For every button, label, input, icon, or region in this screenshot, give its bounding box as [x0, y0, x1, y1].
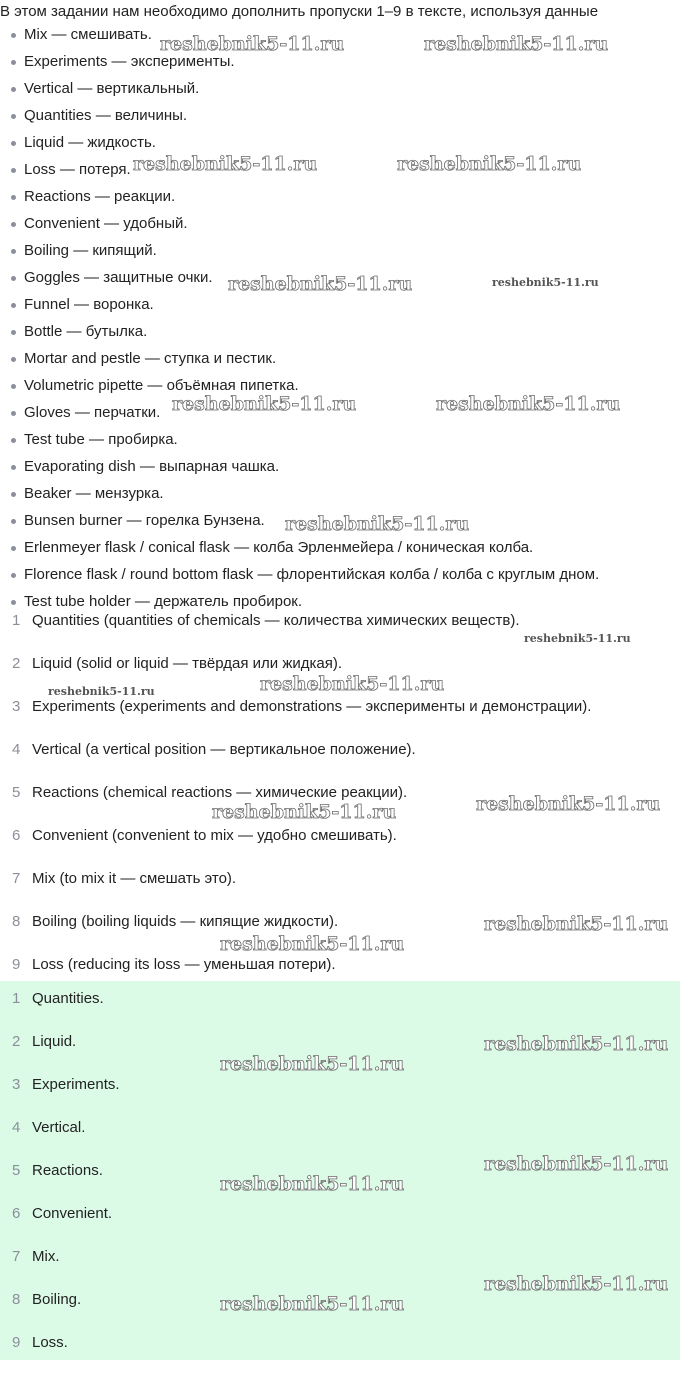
answer-number: 6 [12, 1205, 21, 1222]
answer-text: Quantities (quantities of chemicals — количества химических веществ). [32, 612, 520, 629]
answer-text: Reactions. [32, 1162, 103, 1179]
watermark: reshebnik5-11.ru [524, 632, 631, 645]
vocabulary-item [0, 214, 680, 241]
bullet-icon [11, 384, 16, 389]
watermark: reshebnik5-11.ru [228, 273, 413, 295]
vocabulary-item [0, 349, 680, 376]
answer-text: Reactions (chemical reactions — химические реакции). [32, 784, 408, 801]
answer-number: 5 [12, 1162, 21, 1179]
answer-number: 6 [12, 827, 21, 844]
vocabulary-item [0, 25, 680, 52]
watermark: reshebnik5-11.ru [172, 393, 357, 415]
answer-text: Loss (reducing its loss — уменьшая потери). [32, 956, 336, 973]
vocabulary-item [0, 268, 680, 295]
vocabulary-text: Convenient — удобный. [24, 215, 188, 232]
vocabulary-text: Bottle — бутылка. [24, 323, 148, 340]
answer-item [0, 1032, 680, 1075]
bullet-icon [11, 546, 16, 551]
answer-item [0, 989, 680, 1032]
answer-number: 7 [12, 1248, 21, 1265]
intro-text: В этом задании нам необходимо дополнить пропуски 1–9 в тексте, используя данные [0, 3, 599, 20]
watermark: reshebnik5-11.ru [160, 33, 345, 55]
vocabulary-item [0, 538, 680, 565]
answer-number: 2 [12, 655, 21, 672]
vocabulary-text: Quantities — величины. [24, 107, 188, 124]
vocabulary-text: Loss — потеря. [24, 161, 131, 178]
answer-text: Experiments. [32, 1076, 120, 1093]
bullet-icon [11, 276, 16, 281]
vocabulary-text: Florence flask / round bottom flask — флорентийская колба / колба с круглым дном. [24, 566, 600, 583]
bullet-icon [11, 600, 16, 605]
bullet-icon [11, 438, 16, 443]
watermark: reshebnik5-11.ru [48, 685, 155, 698]
vocabulary-text: Mix — смешивать. [24, 26, 152, 43]
vocabulary-text: Evaporating dish — выпарная чашка. [24, 458, 280, 475]
answer-item [0, 1118, 680, 1161]
vocabulary-item [0, 376, 680, 403]
bullet-icon [11, 411, 16, 416]
answer-text: Mix. [32, 1248, 60, 1265]
watermark: reshebnik5-11.ru [397, 153, 582, 175]
bullet-icon [11, 168, 16, 173]
watermark: reshebnik5-11.ru [220, 933, 405, 955]
vocabulary-item [0, 241, 680, 268]
watermark: reshebnik5-11.ru [484, 1153, 669, 1175]
answer-text: Convenient. [32, 1205, 113, 1222]
bullet-icon [11, 60, 16, 65]
answer-text: Vertical (a vertical position — вертикальное положение). [32, 741, 416, 758]
vocabulary-text: Vertical — вертикальный. [24, 80, 200, 97]
vocabulary-text: Experiments — эксперименты. [24, 53, 235, 70]
answer-number: 5 [12, 784, 21, 801]
watermark: reshebnik5-11.ru [133, 153, 318, 175]
vocabulary-item [0, 52, 680, 79]
bullet-icon [11, 492, 16, 497]
bullet-icon [11, 114, 16, 119]
vocabulary-item [0, 79, 680, 106]
answer-number: 4 [12, 741, 21, 758]
final-answers-list [0, 989, 680, 1376]
bullet-icon [11, 222, 16, 227]
bullet-icon [11, 33, 16, 38]
watermark: reshebnik5-11.ru [484, 913, 669, 935]
answer-item [0, 1075, 680, 1118]
vocabulary-item [0, 565, 680, 592]
watermark: reshebnik5-11.ru [220, 1053, 405, 1075]
answer-text: Mix (to mix it — смешать это). [32, 870, 237, 887]
answer-item [0, 1204, 680, 1247]
vocabulary-text: Boiling — кипящий. [24, 242, 157, 259]
watermark: reshebnik5-11.ru [220, 1293, 405, 1315]
answer-item [0, 740, 680, 783]
vocabulary-item [0, 160, 680, 187]
bullet-icon [11, 195, 16, 200]
vocabulary-text: Mortar and pestle — ступка и пестик. [24, 350, 277, 367]
vocabulary-item [0, 403, 680, 430]
watermark: reshebnik5-11.ru [220, 1173, 405, 1195]
vocabulary-text: Beaker — мензурка. [24, 485, 164, 502]
answer-text: Convenient (convenient to mix — удобно смешивать). [32, 827, 397, 844]
answer-item [0, 783, 680, 826]
answer-text: Experiments (experiments and demonstrations — эксперименты и демонстрации). [32, 698, 592, 715]
answer-item [0, 826, 680, 869]
bullet-icon [11, 465, 16, 470]
watermark: reshebnik5-11.ru [492, 276, 599, 289]
bullet-icon [11, 357, 16, 362]
bullet-icon [11, 303, 16, 308]
answer-number: 8 [12, 1291, 21, 1308]
answer-number: 9 [12, 1334, 21, 1351]
vocabulary-text: Liquid — жидкость. [24, 134, 156, 151]
explained-answers-list [0, 611, 680, 998]
vocabulary-text: Funnel — воронка. [24, 296, 154, 313]
watermark: reshebnik5-11.ru [484, 1273, 669, 1295]
answer-number: 8 [12, 913, 21, 930]
vocabulary-item [0, 322, 680, 349]
vocabulary-item [0, 457, 680, 484]
watermark: reshebnik5-11.ru [212, 801, 397, 823]
watermark: reshebnik5-11.ru [260, 673, 445, 695]
answer-text: Liquid (solid or liquid — твёрдая или жидкая). [32, 655, 343, 672]
vocabulary-item [0, 430, 680, 457]
answer-text: Boiling. [32, 1291, 82, 1308]
vocabulary-text: Reactions — реакции. [24, 188, 176, 205]
vocabulary-text: Erlenmeyer flask / conical flask — колба Эрленмейера / коническая колба. [24, 539, 534, 556]
vocabulary-item [0, 511, 680, 538]
answer-item [0, 1247, 680, 1290]
answer-text: Liquid. [32, 1033, 77, 1050]
answer-item [0, 1290, 680, 1333]
answer-item [0, 1333, 680, 1376]
bullet-icon [11, 330, 16, 335]
answer-text: Vertical. [32, 1119, 86, 1136]
watermark: reshebnik5-11.ru [436, 393, 621, 415]
vocabulary-text: Test tube — пробирка. [24, 431, 178, 448]
vocabulary-item [0, 106, 680, 133]
answer-number: 3 [12, 698, 21, 715]
answer-text: Boiling (boiling liquids — кипящие жидкости). [32, 913, 339, 930]
vocabulary-item [0, 295, 680, 322]
watermark: reshebnik5-11.ru [476, 793, 661, 815]
vocabulary-text: Test tube holder — держатель пробирок. [24, 593, 303, 610]
answer-number: 7 [12, 870, 21, 887]
vocabulary-item [0, 484, 680, 511]
vocabulary-text: Goggles — защитные очки. [24, 269, 213, 286]
watermark: reshebnik5-11.ru [424, 33, 609, 55]
bullet-icon [11, 87, 16, 92]
vocabulary-item [0, 133, 680, 160]
vocabulary-text: Gloves — перчатки. [24, 404, 161, 421]
answer-number: 1 [12, 990, 21, 1007]
answer-text: Loss. [32, 1334, 68, 1351]
bullet-icon [11, 519, 16, 524]
bullet-icon [11, 249, 16, 254]
answer-item [0, 1161, 680, 1204]
answer-number: 1 [12, 612, 21, 629]
answer-number: 3 [12, 1076, 21, 1093]
vocabulary-list [0, 25, 680, 619]
answer-item [0, 654, 680, 697]
answer-number: 9 [12, 956, 21, 973]
watermark: reshebnik5-11.ru [285, 513, 470, 535]
answer-text: Quantities. [32, 990, 104, 1007]
answer-number: 4 [12, 1119, 21, 1136]
answer-item [0, 611, 680, 654]
answer-item [0, 869, 680, 912]
watermark: reshebnik5-11.ru [484, 1033, 669, 1055]
vocabulary-text: Bunsen burner — горелка Бунзена. [24, 512, 265, 529]
vocabulary-text: Volumetric pipette — объёмная пипетка. [24, 377, 299, 394]
bullet-icon [11, 141, 16, 146]
answer-item [0, 912, 680, 955]
answer-item [0, 697, 680, 740]
vocabulary-item [0, 187, 680, 214]
bullet-icon [11, 573, 16, 578]
answer-number: 2 [12, 1033, 21, 1050]
